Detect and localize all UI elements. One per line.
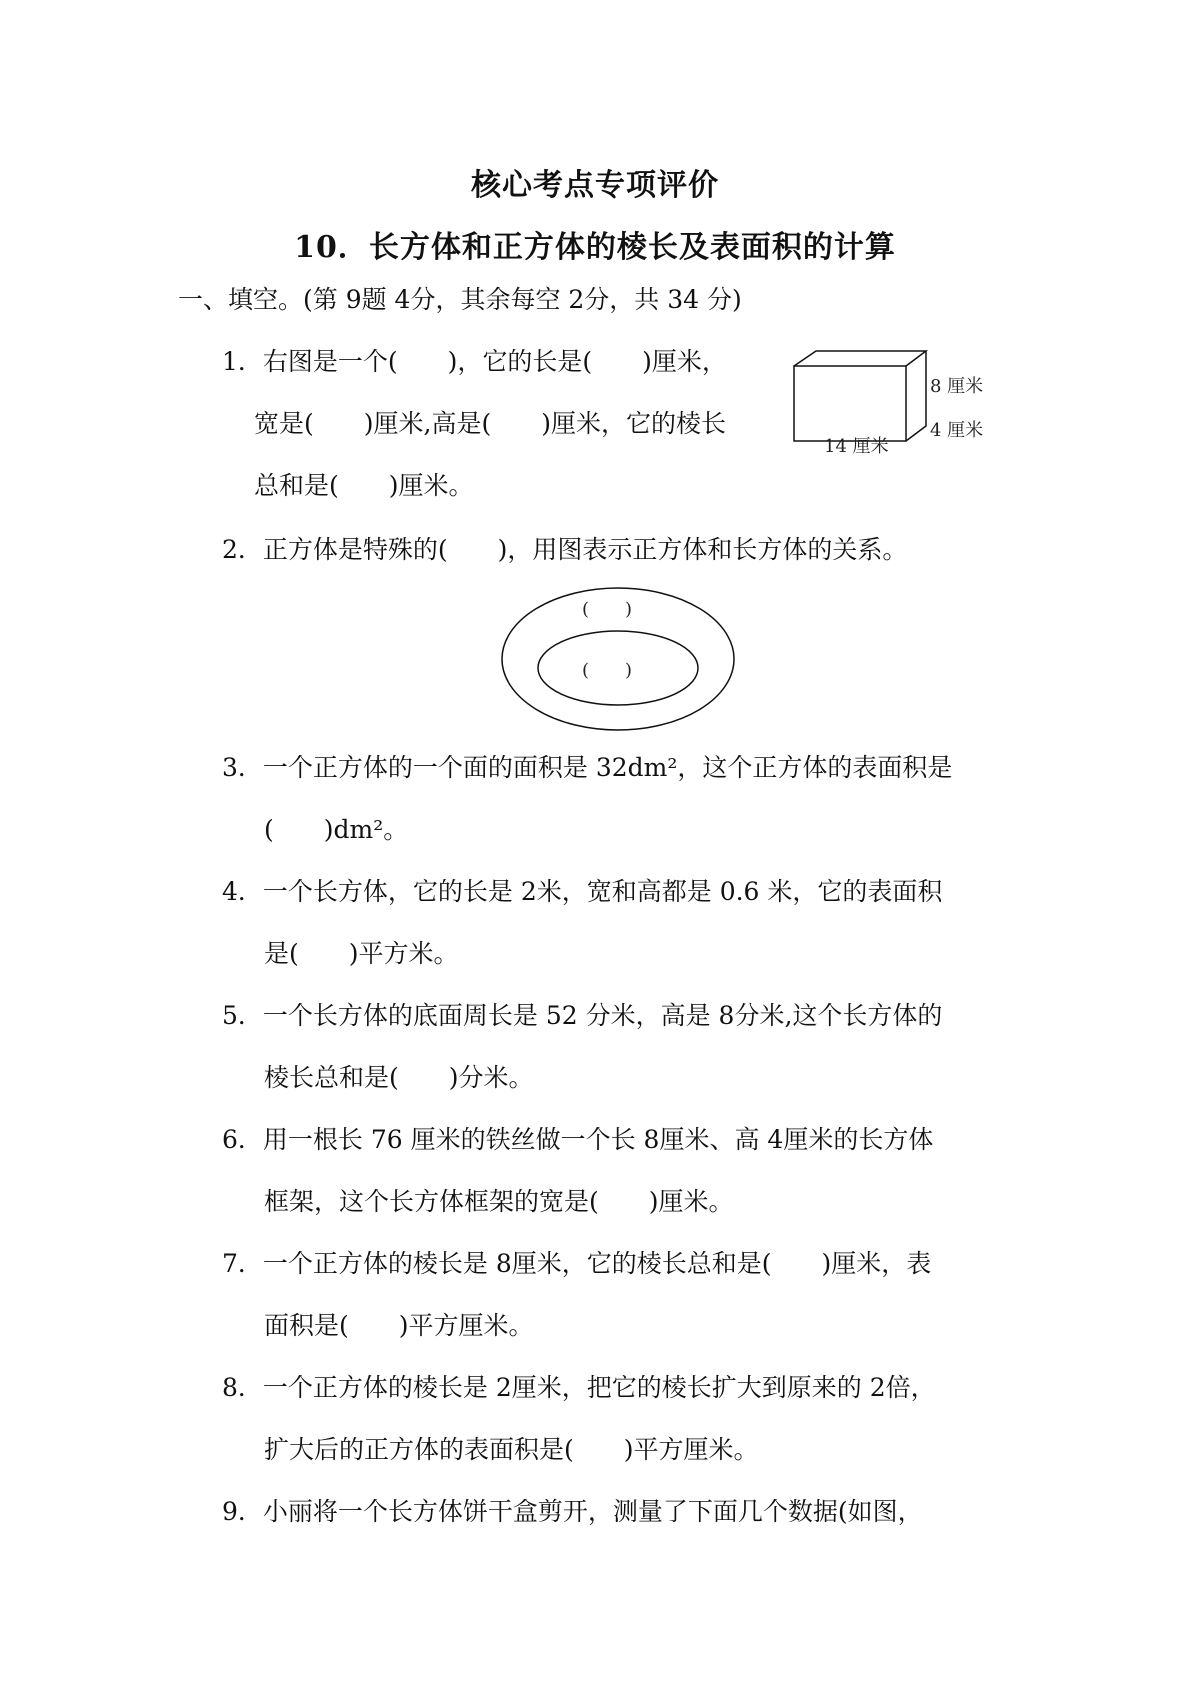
- question-2-line-1: 2．正方体是特殊的( )，用图表示正方体和长方体的关系。: [222, 535, 908, 564]
- question-5-line-2: 棱长总和是( )分米。: [264, 1063, 534, 1092]
- cuboid-top-face: [794, 351, 926, 366]
- venn-inner-label: ( ): [582, 660, 633, 681]
- question-4-line-1: 4．一个长方体，它的长是 2米，宽和高都是 0.6 米，它的表面积: [222, 877, 943, 906]
- question-5-line-1: 5．一个长方体的底面周长是 52 分米，高是 8分米,这个长方体的: [222, 1001, 943, 1030]
- question-7-line-2: 面积是( )平方厘米。: [264, 1311, 534, 1340]
- page-subtitle: 10．长方体和正方体的棱长及表面积的计算: [294, 230, 896, 265]
- cuboid-length-label: 14 厘米: [824, 436, 889, 457]
- question-1-line-2: 宽是( )厘米,高是( )厘米，它的棱长: [254, 409, 726, 438]
- question-6-line-2: 框架，这个长方体框架的宽是( )厘米。: [264, 1187, 734, 1216]
- section-heading: 一、填空。(第 9题 4分，其余每空 2分，共 34 分): [178, 285, 742, 314]
- page-title: 核心考点专项评价: [471, 168, 719, 203]
- cuboid-width-label: 4 厘米: [930, 420, 984, 441]
- question-8-line-2: 扩大后的正方体的表面积是( )平方厘米。: [264, 1435, 759, 1464]
- question-4-line-2: 是( )平方米。: [264, 939, 459, 968]
- question-1-line-1: 1．右图是一个( )，它的长是( )厘米，: [222, 347, 727, 376]
- question-1-line-3: 总和是( )厘米。: [254, 471, 474, 500]
- venn-outer-label: ( ): [582, 599, 633, 620]
- question-3-line-2: ( )dm²。: [264, 815, 409, 844]
- question-3-line-1: 3．一个正方体的一个面的面积是 32dm²，这个正方体的表面积是: [222, 753, 953, 782]
- question-9-line-1: 9．小丽将一个长方体饼干盒剪开，测量了下面几个数据(如图，: [222, 1497, 923, 1526]
- question-7-line-1: 7．一个正方体的棱长是 8厘米，它的棱长总和是( )厘米，表: [222, 1249, 932, 1278]
- cuboid-height-label: 8 厘米: [930, 376, 984, 397]
- question-6-line-1: 6．用一根长 76 厘米的铁丝做一个长 8厘米、高 4厘米的长方体: [222, 1125, 934, 1154]
- cuboid-front-face: [794, 366, 906, 441]
- question-8-line-1: 8．一个正方体的棱长是 2厘米，把它的棱长扩大到原来的 2倍，: [222, 1373, 936, 1402]
